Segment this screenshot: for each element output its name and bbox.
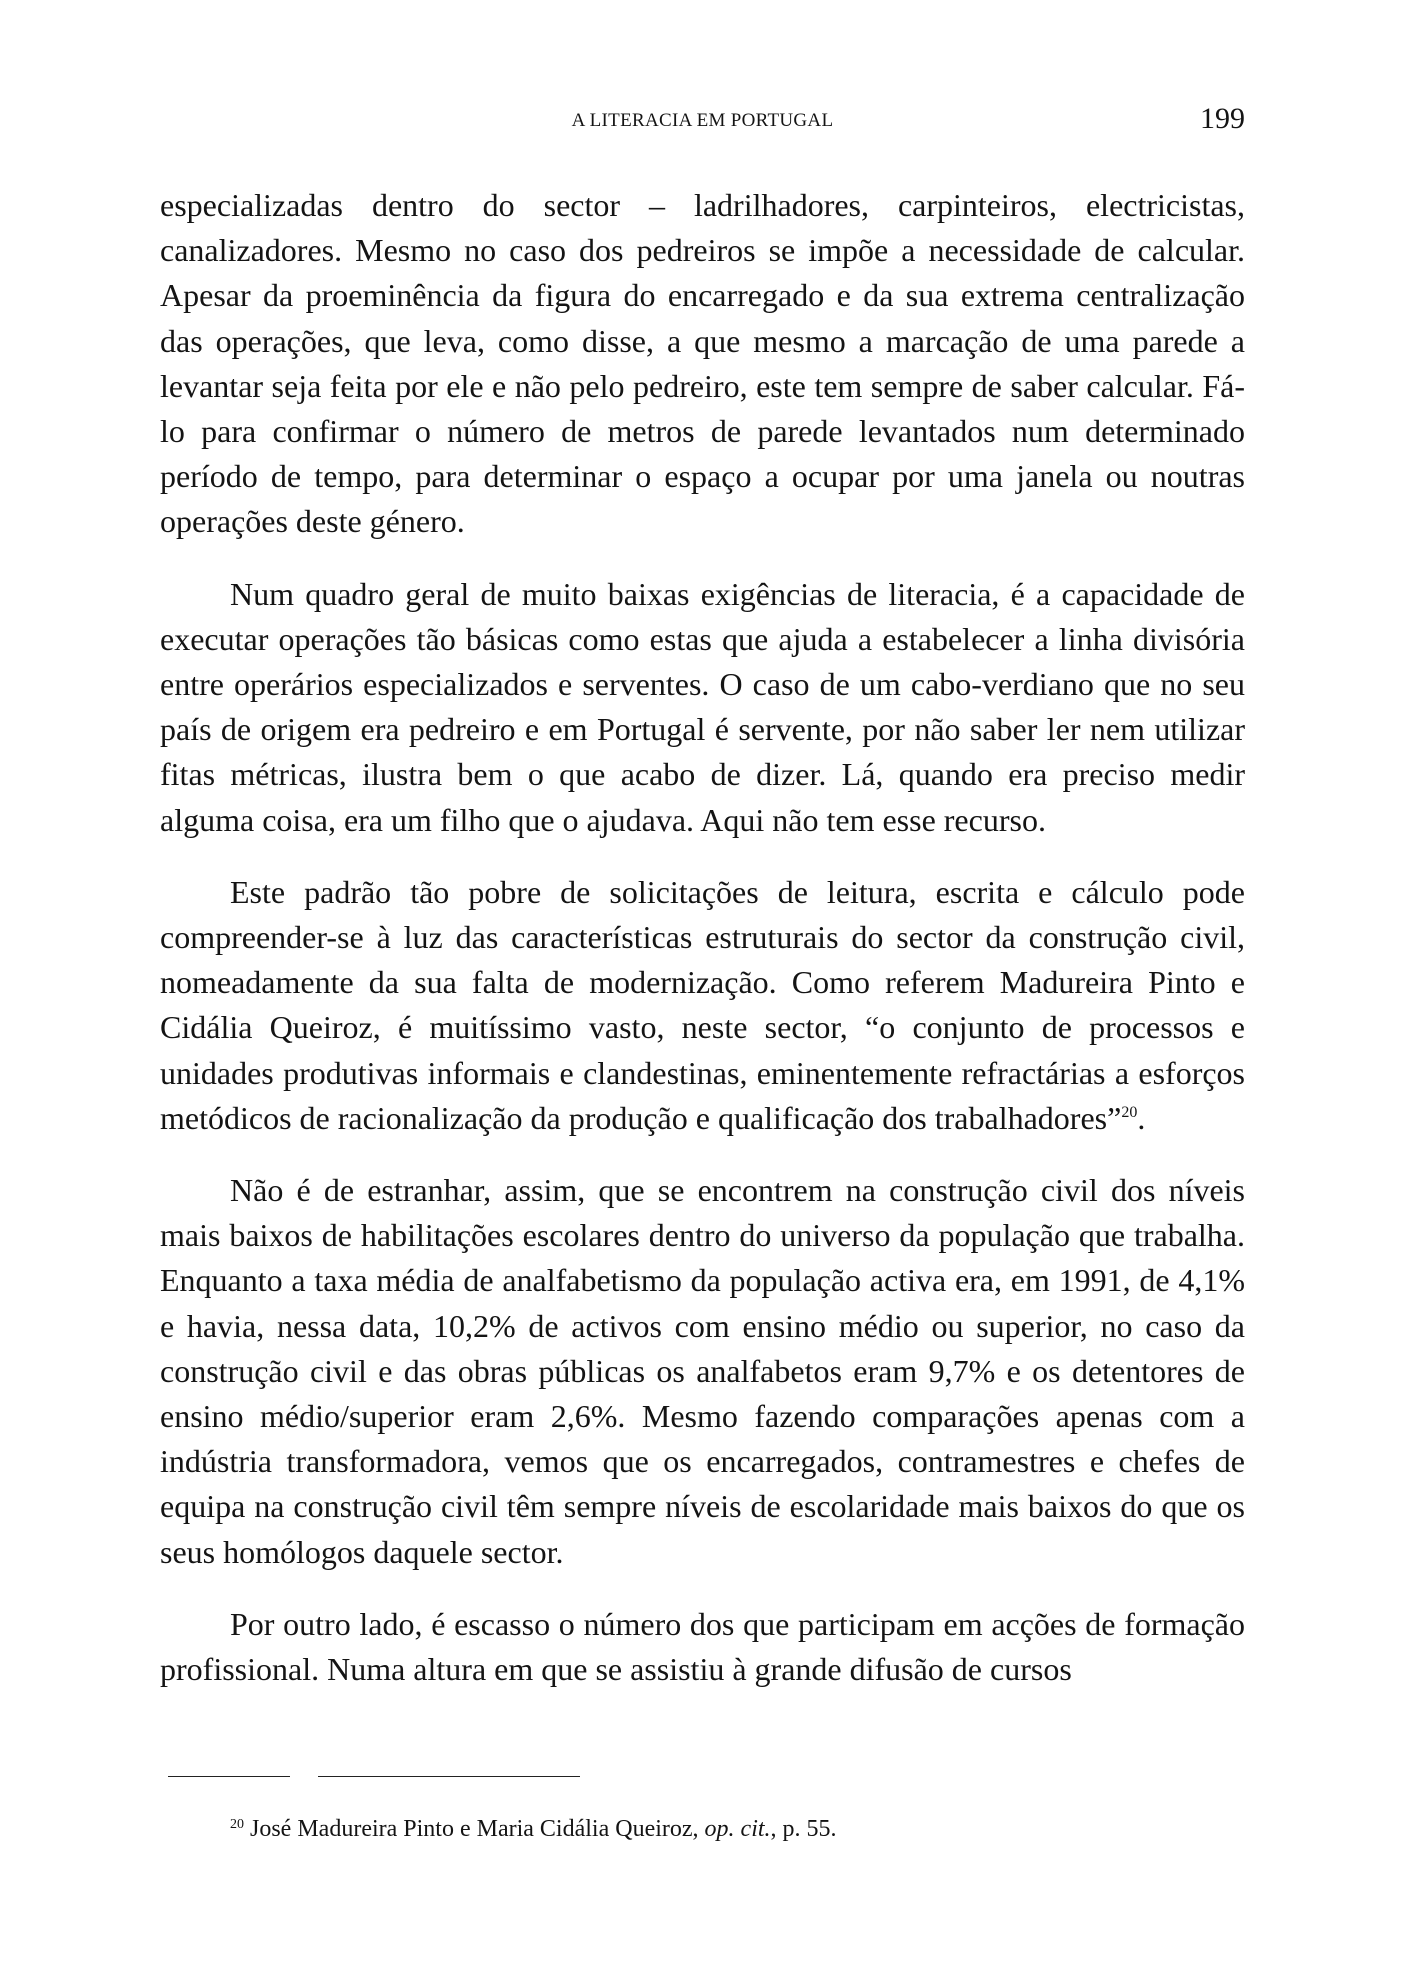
footnote-text: José Madureira Pinto e Maria Cidália Queiroz,	[250, 1816, 705, 1842]
footnote-citation: op. cit.	[704, 1816, 771, 1842]
footnote	[230, 1810, 837, 1844]
footnote-reference: 20	[1121, 1103, 1138, 1121]
body-text	[160, 183, 1245, 1692]
paragraph-4: Não é de estranhar, assim, que se encontrem na construção civil dos níveis mais baixos de habilitações escolares dentro do universo da população que trabalha. Enquanto a taxa média de analfabetismo da população activa era, em 1991, de 4,1% e havia, nessa data, 10,2% de activos com ensino médio ou superior, no caso da construção civil e das obras públicas os analfabetos eram 9,7% e os detentores de ensino médio/superior eram 2,6%. Mesmo fazendo comparações apenas com a indústria transformadora, vemos que os encarregados, contramestres e chefes de equipa na construção civil têm sempre níveis de escolaridade mais baixos do que os seus homólogos daquele sector.	[160, 1172, 1245, 1570]
page-number: 199	[1200, 102, 1245, 135]
running-header	[160, 102, 1245, 142]
paragraph-3-text: Este padrão tão pobre de solicitações de leitura, escrita e cálculo pode compreender-se à luz das características estruturais do sector da construção civil, nomeadamente da sua falta de modernização. Como referem Madureira Pinto e Cidália Queiroz, é muitíssimo vasto, neste sector, “o conjunto de processos e unidades produtivas informais e clandestinas, eminentemente refractárias a esforços metódicos de racionalização da produção e qualificação dos trabalhadores”	[160, 873, 1245, 1136]
paragraph-2: Num quadro geral de muito baixas exigências de literacia, é a capacidade de executar operações tão básicas como estas que ajuda a estabelecer a linha divisória entre operários especializados e serventes. O caso de um cabo-verdiano que no seu país de origem era pedreiro e em Portugal é servente, por não saber ler nem utilizar fitas métricas, ilustra bem o que acabo de dizer. Lá, quando era preciso medir alguma coisa, era um filho que o ajudava. Aqui não tem esse recurso.	[160, 575, 1245, 838]
paragraph-5: Por outro lado, é escasso o número dos que participam em acções de formação profissional. Numa altura em que se assistiu à grande difusão de cursos	[160, 1605, 1245, 1688]
footnote-rule-left	[168, 1776, 290, 1777]
paragraph-3-end: .	[1137, 1099, 1146, 1136]
footnote-rule-right	[318, 1776, 580, 1777]
paragraph-1: especializadas dentro do sector – ladrilhadores, carpinteiros, electricistas, canalizadores. Mesmo no caso dos pedreiros se impõe a necessidade de calcular. Apesar da proeminência da figura do encarregado e da sua extrema centralização das operações, que leva, como disse, a que mesmo a marcação de uma parede a levantar seja feita por ele e não pelo pedreiro, este tem sempre de saber calcular. Fá-lo para confirmar o número de metros de parede levantados num determinado período de tempo, para determinar o espaço a ocupar por uma janela ou noutras operações deste género.	[160, 187, 1245, 540]
running-title: A LITERACIA EM PORTUGAL	[571, 110, 834, 131]
footnote-page: , p. 55.	[770, 1816, 837, 1842]
paragraph-3	[160, 870, 1245, 1141]
footnote-number: 20	[230, 1817, 244, 1832]
